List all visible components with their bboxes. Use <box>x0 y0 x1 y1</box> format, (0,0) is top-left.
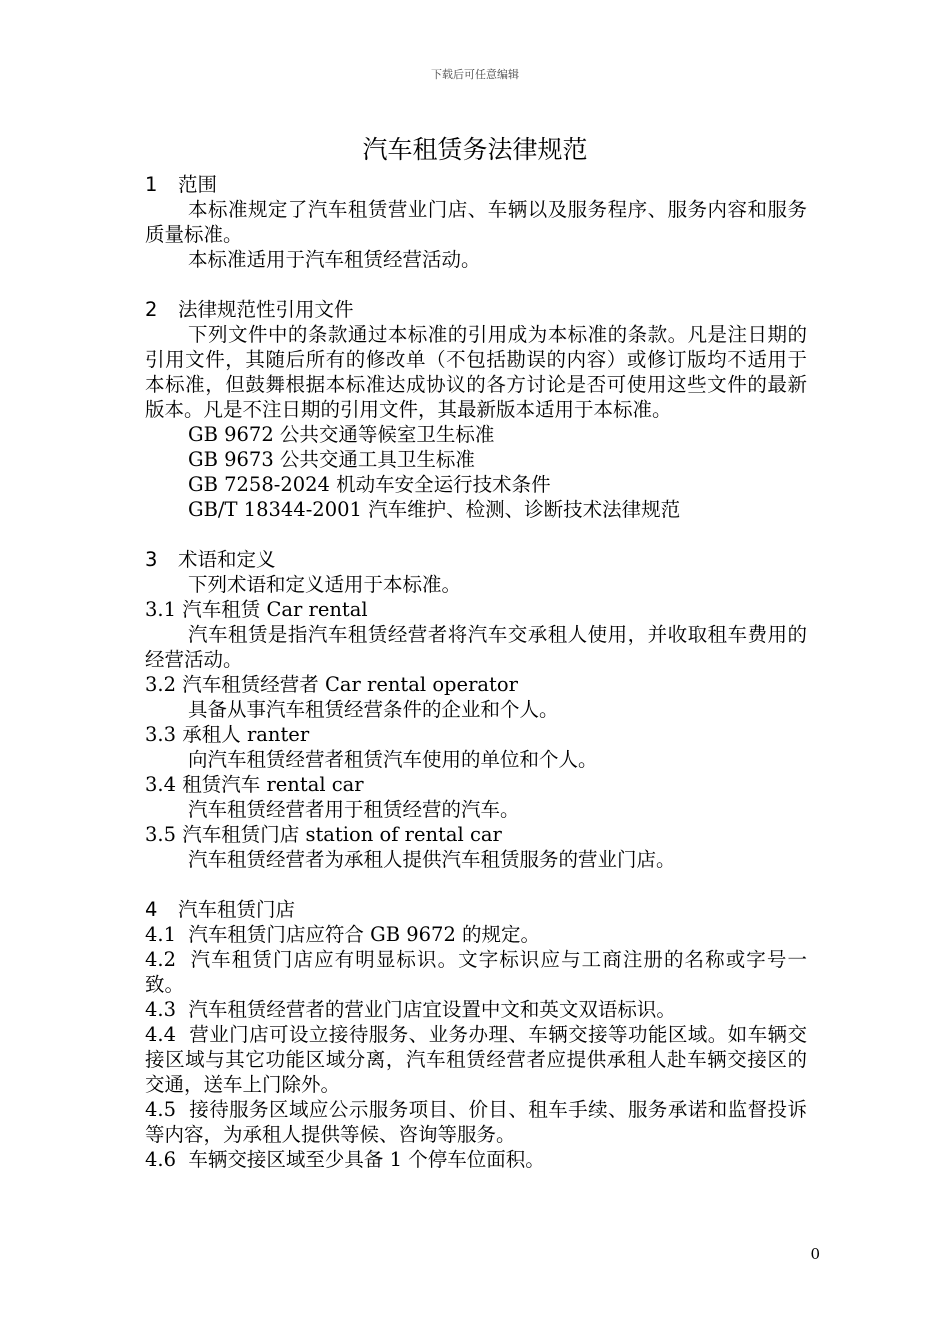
clause-text: 接待服务区域应公示服务项目、价目、租车手续、服务承诺和监督投诉等内容，为承租人提供等候、咨询等服务。 <box>145 1098 807 1146</box>
clause-item <box>145 1022 807 1097</box>
term-number: 3.4 <box>145 773 177 796</box>
clause-number: 4.2 <box>145 948 177 971</box>
clause-item <box>145 997 807 1022</box>
term-definition: 汽车租赁是指汽车租赁经营者将汽车交承租人使用，并收取租车费用的经营活动。 <box>145 623 807 671</box>
paragraph: 本标准适用于汽车租赁经营活动。 <box>188 248 481 271</box>
term-cn: 承租人 <box>182 723 241 746</box>
clause-text: 汽车租赁门店应有明显标识。文字标识应与工商注册的名称或字号一致。 <box>145 948 807 996</box>
term-definition: 具备从事汽车租赁经营条件的企业和个人。 <box>188 698 559 721</box>
term-number: 3.1 <box>145 598 177 621</box>
clause-number: 4.4 <box>145 1023 177 1046</box>
term-en: Car rental <box>266 598 368 621</box>
term-definition: 汽车租赁经营者用于租赁经营的汽车。 <box>188 798 520 821</box>
term-heading <box>145 822 807 847</box>
paragraph: 下列文件中的条款通过本标准的引用成为本标准的条款。凡是注日期的引用文件，其随后所有的修改单（不包括勘误的内容）或修订版均不适用于本标准，但鼓舞根据本标准达成协议的各方讨论是否可使用这些文件的最新版本。凡是不注日期的引用文件，其最新版本适用于本标准。 <box>145 323 807 421</box>
reference-item: GB/T 18344-2001 汽车维护、检测、诊断技术法律规范 <box>188 498 681 521</box>
term-en: rental car <box>266 773 364 796</box>
document-title: 汽车租赁务法律规范 <box>362 135 588 164</box>
section-heading-2 <box>145 297 807 322</box>
clause-number: 4.1 <box>145 923 177 946</box>
section-title: 范围 <box>178 173 218 196</box>
clause-item <box>145 947 807 997</box>
term-definition: 向汽车租赁经营者租赁汽车使用的单位和个人。 <box>188 748 598 771</box>
term-cn: 租赁汽车 <box>182 773 261 796</box>
section-number: 2 <box>145 298 158 321</box>
term-cn: 汽车租赁经营者 <box>182 673 319 696</box>
term-heading <box>145 772 807 797</box>
paragraph: 本标准规定了汽车租赁营业门店、车辆以及服务程序、服务内容和服务质量标准。 <box>145 198 807 246</box>
reference-item: GB 7258-2024 机动车安全运行技术条件 <box>188 473 551 496</box>
section-title: 术语和定义 <box>178 548 276 571</box>
section-title: 法律规范性引用文件 <box>178 298 354 321</box>
clause-item <box>145 1097 807 1147</box>
term-number: 3.5 <box>145 823 177 846</box>
clause-item <box>145 1147 807 1172</box>
section-heading-4 <box>145 897 807 922</box>
reference-item: GB 9672 公共交通等候室卫生标准 <box>188 423 495 446</box>
clause-number: 4.3 <box>145 998 177 1021</box>
term-number: 3.2 <box>145 673 177 696</box>
term-number: 3.3 <box>145 723 177 746</box>
document-body <box>145 172 807 1172</box>
term-heading <box>145 672 807 697</box>
clause-item <box>145 922 807 947</box>
clause-text: 营业门店可设立接待服务、业务办理、车辆交接等功能区域。如车辆交接区域与其它功能区域分离，汽车租赁经营者应提供承租人赴车辆交接区的交通，送车上门除外。 <box>145 1023 807 1096</box>
clause-number: 4.5 <box>145 1098 177 1121</box>
clause-text: 汽车租赁门店应符合 GB 9672 的规定。 <box>188 923 541 946</box>
term-cn: 汽车租赁门店 <box>182 823 300 846</box>
term-heading <box>145 722 807 747</box>
section-number: 4 <box>145 898 158 921</box>
term-definition: 汽车租赁经营者为承租人提供汽车租赁服务的营业门店。 <box>188 848 676 871</box>
section-heading-1 <box>145 172 807 197</box>
paragraph: 下列术语和定义适用于本标准。 <box>188 573 462 596</box>
term-en: ranter <box>246 723 310 746</box>
clause-number: 4.6 <box>145 1148 177 1171</box>
page-number: 0 <box>810 1245 820 1263</box>
term-heading <box>145 597 807 622</box>
clause-text: 汽车租赁经营者的营业门店宜设置中文和英文双语标识。 <box>188 998 676 1021</box>
page-header-note: 下载后可任意编辑 <box>431 68 519 81</box>
term-en: Car rental operator <box>324 673 518 696</box>
section-heading-3 <box>145 547 807 572</box>
term-cn: 汽车租赁 <box>182 598 261 621</box>
term-en: station of rental car <box>305 823 502 846</box>
reference-item: GB 9673 公共交通工具卫生标准 <box>188 448 475 471</box>
clause-text: 车辆交接区域至少具备 1 个停车位面积。 <box>188 1148 545 1171</box>
section-number: 3 <box>145 548 158 571</box>
section-title: 汽车租赁门店 <box>178 898 296 921</box>
section-number: 1 <box>145 173 158 196</box>
